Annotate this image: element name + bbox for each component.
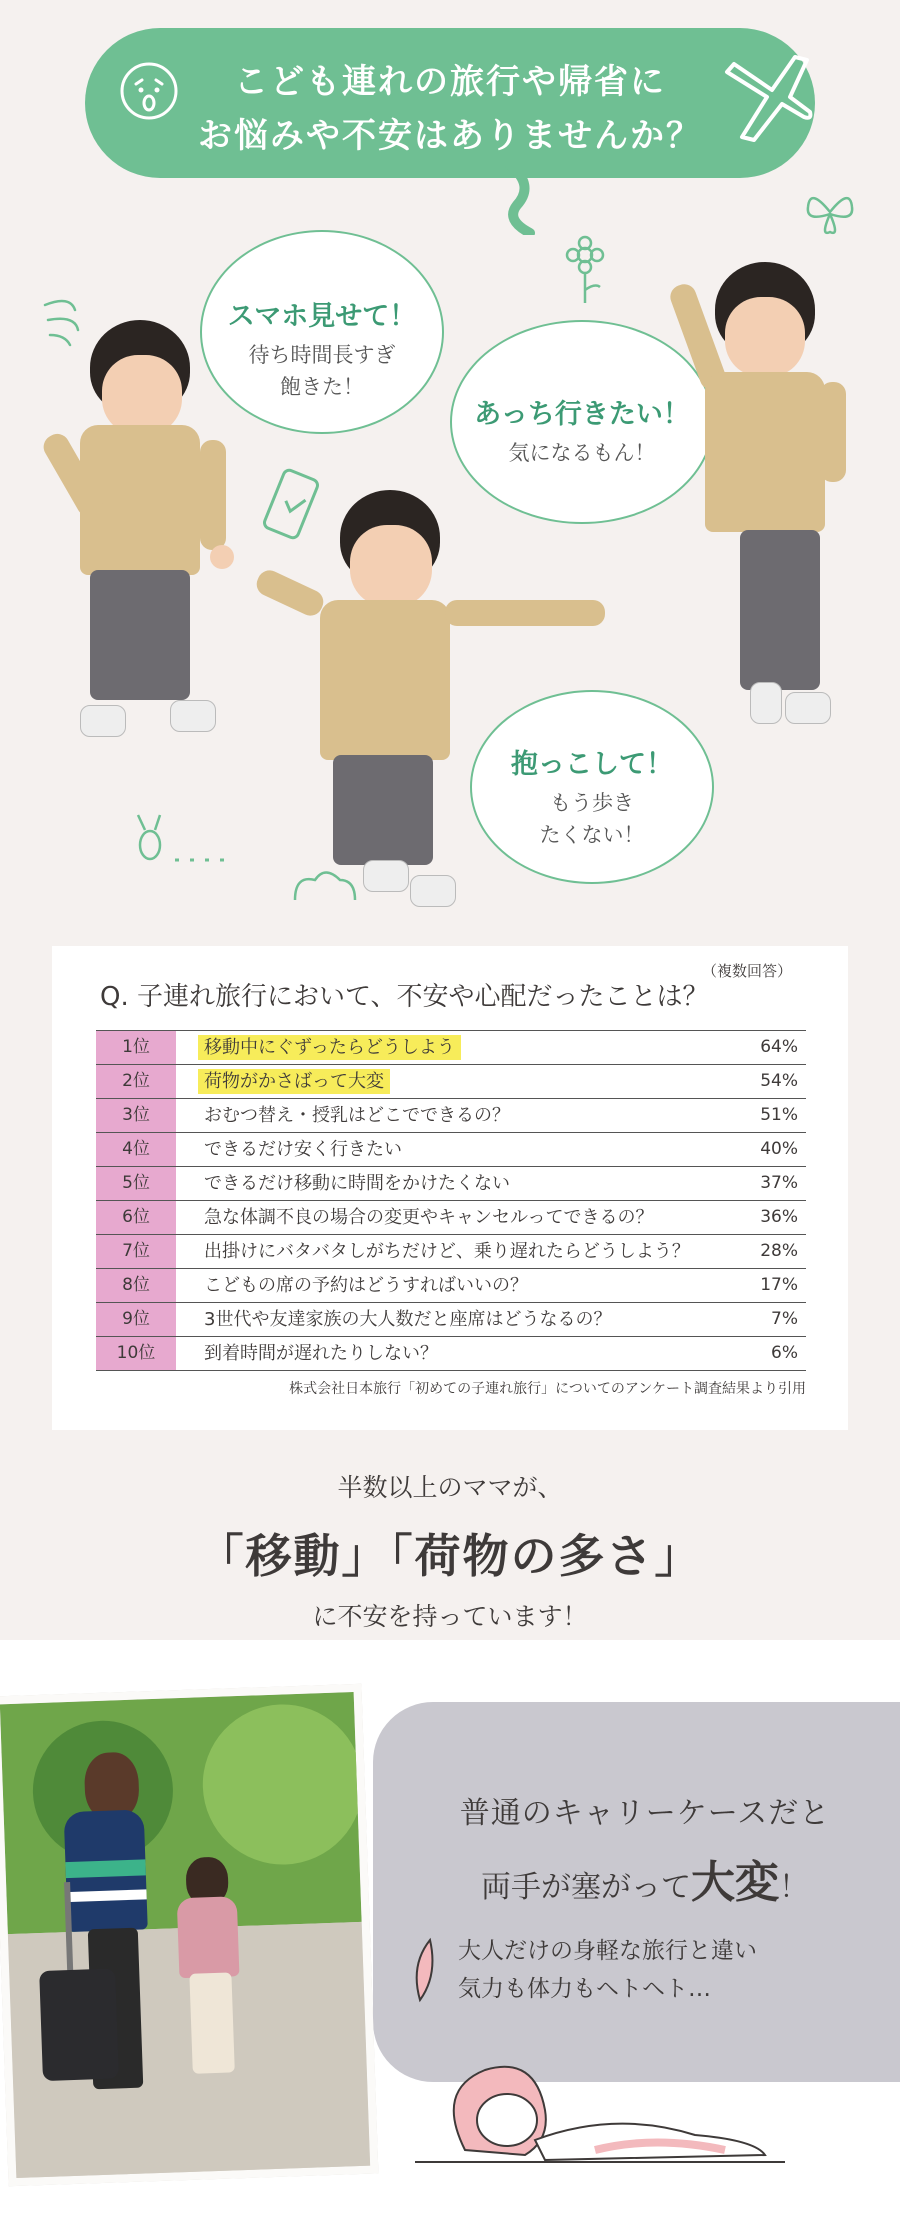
bottom-heading-emphasis: 大変	[691, 1857, 779, 1908]
exhausted-mom-illustration	[395, 2040, 795, 2170]
table-row	[96, 1269, 806, 1303]
answer-label: こどもの席の予約はどうすればいいの？	[204, 1275, 528, 1296]
bubble-sub: 気になるもん！	[508, 441, 656, 465]
table-row	[96, 1201, 806, 1235]
rank-label: 9位	[96, 1303, 176, 1336]
table-row	[96, 1303, 806, 1337]
rank-label: 3位	[96, 1099, 176, 1132]
child-center-arm	[445, 600, 605, 626]
survey-source: 株式会社日本旅行「初めての子連れ旅行」についてのアンケート調査結果より引用	[289, 1381, 806, 1397]
ranking-table	[96, 1030, 806, 1371]
bug-icon	[130, 810, 240, 870]
bubble-title: スマホ見せて！	[227, 301, 417, 332]
answer-label: 荷物がかさばって大変	[198, 1069, 390, 1094]
answer-label: 急な体調不良の場合の変更やキャンセルってできるの？	[204, 1207, 654, 1228]
child-photo-left	[60, 320, 250, 780]
rank-label: 5位	[96, 1167, 176, 1200]
table-row	[96, 1133, 806, 1167]
rank-label: 1位	[96, 1031, 176, 1064]
answer-label: 出掛けにバタバタしがちだけど、乗り遅れたらどうしよう？	[204, 1241, 690, 1262]
rank-label: 6位	[96, 1201, 176, 1234]
conclusion-tail: に不安を持っています！	[312, 1602, 588, 1631]
survey-panel	[52, 946, 848, 1430]
survey-question: Q. 子連れ旅行において、不安や心配だったことは？	[100, 982, 709, 1012]
conclusion-headline: 「移動」「荷物の多さ」	[197, 1529, 703, 1583]
answer-label: おむつ替え・授乳はどこでできるの？	[204, 1105, 510, 1126]
answer-percent: 40%	[760, 1139, 798, 1159]
bubble-sub: もう歩き	[550, 791, 634, 815]
table-row	[96, 1167, 806, 1201]
flower-icon	[560, 235, 610, 305]
table-row	[96, 1235, 806, 1269]
conclusion-lead: 半数以上のママが、	[337, 1473, 563, 1502]
table-row	[96, 1031, 806, 1065]
bubble-sub: 待ち時間長すぎ	[248, 343, 396, 367]
answer-label: 移動中にぐずったらどうしよう	[198, 1035, 461, 1060]
rank-label: 2位	[96, 1065, 176, 1098]
bubble-sub: たくない！	[539, 823, 645, 847]
bottom-heading-2a: 両手が塞がって	[481, 1870, 691, 1905]
answer-percent: 37%	[760, 1173, 798, 1193]
bubble-title: 抱っこして！	[511, 749, 673, 780]
answer-label: できるだけ移動に時間をかけたくない	[204, 1173, 510, 1194]
survey-note: （複数回答）	[701, 962, 792, 980]
answer-percent: 28%	[760, 1241, 798, 1261]
answer-percent: 54%	[760, 1071, 798, 1091]
bottom-heading-1: 普通のキャリーケースだと	[459, 1796, 831, 1831]
bubble-sub: 飽きた！	[280, 375, 364, 399]
table-row	[96, 1099, 806, 1133]
answer-percent: 51%	[760, 1105, 798, 1125]
mother-child-suitcase-photo	[0, 1684, 378, 2187]
worried-face-icon	[118, 60, 180, 122]
banner-line-2: お悩みや不安はありませんか？	[198, 116, 702, 156]
answer-percent: 64%	[760, 1037, 798, 1057]
table-row	[96, 1337, 806, 1371]
answer-label: 到着時間が遅れたりしない？	[204, 1343, 438, 1364]
butterfly-icon	[800, 182, 860, 242]
banner-tail-icon	[505, 165, 545, 235]
bottom-heading-2	[400, 1846, 890, 1910]
sweat-drop-icon	[410, 1935, 440, 2005]
bottom-body-line-1: 大人だけの身軽な旅行と違い	[458, 1938, 757, 1964]
child-photo-center	[255, 490, 465, 920]
bubble-title: あっち行きたい！	[474, 399, 690, 430]
rank-label: 8位	[96, 1269, 176, 1302]
child-photo-right	[660, 262, 860, 762]
answer-percent: 7%	[771, 1309, 798, 1329]
answer-percent: 36%	[760, 1207, 798, 1227]
answer-label: できるだけ安く行きたい	[204, 1139, 402, 1160]
answer-label: 3世代や友達家族の大人数だと座席はどうなるの？	[204, 1309, 612, 1330]
airplane-icon	[712, 42, 822, 152]
rank-label: 7位	[96, 1235, 176, 1268]
bottom-body-line-2: 気力も体力もヘトヘト…	[458, 1976, 711, 2002]
rank-label: 10位	[96, 1337, 176, 1370]
rank-label: 4位	[96, 1133, 176, 1166]
table-row	[96, 1065, 806, 1099]
banner-line-1: こども連れの旅行や帰省に	[234, 62, 666, 102]
bottom-body	[458, 1932, 878, 2008]
answer-percent: 6%	[771, 1343, 798, 1363]
header-banner	[85, 28, 815, 178]
bottom-heading-2b: ！	[779, 1870, 809, 1905]
answer-percent: 17%	[760, 1275, 798, 1295]
